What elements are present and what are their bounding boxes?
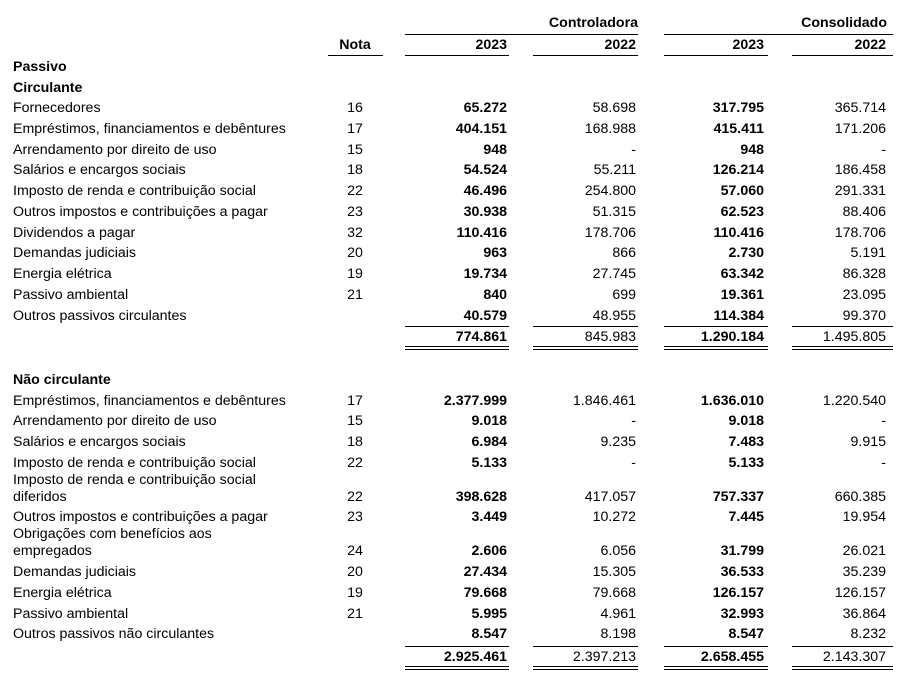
row-note: 19 bbox=[347, 266, 363, 282]
row-note: 19 bbox=[347, 585, 363, 601]
row-value-consolidado-2023: 757.337 bbox=[712, 489, 764, 505]
header-year-rule-2 bbox=[533, 55, 638, 56]
row-value-controladora-2022: 417.057 bbox=[584, 489, 636, 505]
row-label: Arrendamento por direito de uso bbox=[13, 142, 217, 158]
circulante-total-c4: 1.495.805 bbox=[822, 329, 886, 345]
nao-circulante-total-rule-2 bbox=[533, 646, 638, 647]
row-value-consolidado-2022: - bbox=[881, 142, 886, 158]
row-value-controladora-2022: 168.988 bbox=[584, 121, 636, 137]
row-value-consolidado-2022: 291.331 bbox=[834, 183, 886, 199]
row-value-consolidado-2022: 19.954 bbox=[842, 509, 886, 525]
row-note: 15 bbox=[347, 142, 363, 158]
row-value-controladora-2023: 54.524 bbox=[463, 162, 507, 178]
circulante-total-c3: 1.290.184 bbox=[700, 329, 764, 345]
row-value-consolidado-2022: 171.206 bbox=[834, 121, 886, 137]
row-value-controladora-2022: 8.198 bbox=[600, 626, 636, 642]
row-value-controladora-2023: 110.416 bbox=[456, 225, 507, 241]
nao-circulante-total-double-3 bbox=[664, 666, 768, 670]
row-value-controladora-2022: 866 bbox=[612, 245, 636, 261]
row-note: 18 bbox=[347, 162, 363, 178]
section-nao-circulante: Não circulante bbox=[13, 372, 111, 388]
row-label: Fornecedores bbox=[13, 100, 101, 116]
row-value-controladora-2022: 6.056 bbox=[600, 543, 636, 559]
row-value-controladora-2023: 840 bbox=[483, 287, 507, 303]
circulante-total-double-2 bbox=[533, 346, 638, 350]
row-value-controladora-2023: 2.377.999 bbox=[443, 393, 507, 409]
row-value-controladora-2022: 48.955 bbox=[592, 308, 636, 324]
header-controladora-rule bbox=[405, 34, 638, 35]
row-value-controladora-2023: 46.496 bbox=[463, 183, 507, 199]
row-value-controladora-2022: 79.668 bbox=[592, 585, 636, 601]
row-value-controladora-2023: 65.272 bbox=[463, 100, 507, 116]
row-value-controladora-2022: 254.800 bbox=[584, 183, 636, 199]
row-value-consolidado-2022: 23.095 bbox=[842, 287, 886, 303]
circulante-total-c1: 774.861 bbox=[455, 329, 507, 345]
row-value-consolidado-2023: 57.060 bbox=[720, 183, 764, 199]
row-value-controladora-2022: - bbox=[631, 142, 636, 158]
row-note: 32 bbox=[347, 225, 363, 241]
header-year-consolidado-2023: 2023 bbox=[732, 37, 764, 53]
row-label: Salários e encargos sociais bbox=[13, 434, 186, 450]
row-value-controladora-2023: 2.606 bbox=[471, 543, 507, 559]
row-label: Outros passivos circulantes bbox=[13, 308, 187, 324]
row-label: Dividendos a pagar bbox=[13, 225, 136, 241]
row-value-controladora-2023: 9.018 bbox=[471, 413, 507, 429]
row-value-consolidado-2023: 1.636.010 bbox=[700, 393, 764, 409]
header-consolidado-rule bbox=[664, 34, 893, 35]
row-value-consolidado-2023: 415.411 bbox=[713, 121, 764, 137]
row-value-consolidado-2022: 9.915 bbox=[850, 434, 886, 450]
row-note: 20 bbox=[347, 564, 363, 580]
row-value-controladora-2023: 398.628 bbox=[455, 489, 507, 505]
row-value-controladora-2022: 1.846.461 bbox=[572, 393, 636, 409]
row-label: Empréstimos, financiamentos e debêntures bbox=[13, 121, 286, 137]
row-value-consolidado-2023: 7.445 bbox=[728, 509, 764, 525]
header-year-rule-4 bbox=[792, 55, 893, 56]
row-value-controladora-2022: 15.305 bbox=[592, 564, 636, 580]
row-value-consolidado-2023: 126.214 bbox=[712, 162, 764, 178]
row-value-consolidado-2022: 178.706 bbox=[834, 225, 886, 241]
circulante-total-rule-4 bbox=[792, 326, 893, 327]
row-value-controladora-2023: 27.434 bbox=[463, 564, 507, 580]
row-note: 22 bbox=[347, 455, 363, 471]
row-label: Arrendamento por direito de uso bbox=[13, 413, 217, 429]
row-value-controladora-2023: 8.547 bbox=[471, 626, 507, 642]
row-value-consolidado-2022: 88.406 bbox=[842, 204, 886, 220]
row-label: Passivo ambiental bbox=[13, 606, 129, 622]
row-value-controladora-2023: 19.734 bbox=[463, 266, 507, 282]
header-year-consolidado-2022: 2022 bbox=[854, 37, 886, 53]
row-label: Empréstimos, financiamentos e debêntures bbox=[13, 393, 286, 409]
row-label-continued: empregados bbox=[13, 543, 92, 559]
circulante-total-double-3 bbox=[664, 346, 768, 350]
circulante-total-rule-2 bbox=[533, 326, 638, 327]
row-value-controladora-2023: 40.579 bbox=[463, 308, 507, 324]
row-value-consolidado-2022: 126.157 bbox=[834, 585, 886, 601]
row-note: 17 bbox=[347, 121, 363, 137]
row-note: 21 bbox=[347, 606, 363, 622]
row-value-controladora-2022: 51.315 bbox=[592, 204, 636, 220]
row-note: 22 bbox=[347, 489, 363, 505]
nao-circulante-total-rule-1 bbox=[405, 646, 509, 647]
row-value-controladora-2023: 948 bbox=[483, 142, 507, 158]
row-value-controladora-2022: 58.698 bbox=[592, 100, 636, 116]
row-value-controladora-2022: 27.745 bbox=[592, 266, 636, 282]
row-value-controladora-2023: 79.668 bbox=[463, 585, 507, 601]
circulante-total-rule-1 bbox=[405, 326, 509, 327]
row-value-consolidado-2023: 63.342 bbox=[720, 266, 764, 282]
nao-circulante-total-double-4 bbox=[792, 666, 893, 670]
circulante-total-rule-3 bbox=[664, 326, 768, 327]
row-label: Imposto de renda e contribuição social bbox=[13, 455, 256, 471]
row-value-controladora-2023: 5.995 bbox=[471, 606, 507, 622]
row-value-controladora-2023: 5.133 bbox=[471, 455, 507, 471]
row-value-controladora-2022: - bbox=[631, 413, 636, 429]
row-label: Salários e encargos sociais bbox=[13, 162, 186, 178]
row-note: 24 bbox=[347, 543, 363, 559]
row-value-consolidado-2022: 86.328 bbox=[842, 266, 886, 282]
row-value-consolidado-2023: 19.361 bbox=[720, 287, 764, 303]
header-controladora: Controladora bbox=[548, 15, 638, 31]
row-label-continued: diferidos bbox=[13, 489, 67, 505]
row-value-consolidado-2023: 31.799 bbox=[720, 543, 764, 559]
row-value-consolidado-2022: 35.239 bbox=[842, 564, 886, 580]
row-value-consolidado-2022: 186.458 bbox=[834, 162, 886, 178]
row-value-controladora-2022: 699 bbox=[612, 287, 636, 303]
row-value-controladora-2022: 55.211 bbox=[593, 162, 636, 178]
row-value-consolidado-2023: 7.483 bbox=[728, 434, 764, 450]
row-value-controladora-2023: 3.449 bbox=[471, 509, 507, 525]
row-value-consolidado-2022: - bbox=[881, 413, 886, 429]
row-value-consolidado-2022: 8.232 bbox=[850, 626, 886, 642]
row-label: Energia elétrica bbox=[13, 585, 112, 601]
row-value-consolidado-2022: 1.220.540 bbox=[822, 393, 886, 409]
nao-circulante-total-c2: 2.397.213 bbox=[572, 649, 636, 665]
row-value-controladora-2022: - bbox=[631, 455, 636, 471]
row-value-consolidado-2023: 5.133 bbox=[728, 455, 764, 471]
row-value-consolidado-2022: 99.370 bbox=[842, 308, 886, 324]
row-value-consolidado-2022: 36.864 bbox=[842, 606, 886, 622]
header-year-controladora-2023: 2023 bbox=[475, 37, 507, 53]
section-passivo: Passivo bbox=[13, 59, 67, 75]
circulante-total-c2: 845.983 bbox=[584, 329, 636, 345]
row-note: 20 bbox=[347, 245, 363, 261]
row-label: Demandas judiciais bbox=[13, 564, 137, 580]
nao-circulante-total-rule-4 bbox=[792, 646, 893, 647]
row-value-consolidado-2023: 948 bbox=[740, 142, 764, 158]
nao-circulante-total-double-2 bbox=[533, 666, 638, 670]
row-label: Outros passivos não circulantes bbox=[13, 626, 215, 642]
row-value-consolidado-2022: 26.021 bbox=[842, 543, 886, 559]
row-value-consolidado-2023: 110.416 bbox=[713, 225, 764, 241]
row-note: 23 bbox=[347, 204, 363, 220]
row-value-consolidado-2023: 32.993 bbox=[720, 606, 764, 622]
row-value-consolidado-2023: 8.547 bbox=[728, 626, 764, 642]
row-value-consolidado-2023: 62.523 bbox=[720, 204, 764, 220]
row-value-controladora-2023: 963 bbox=[483, 245, 507, 261]
row-value-consolidado-2023: 2.730 bbox=[728, 245, 764, 261]
row-value-consolidado-2023: 114.384 bbox=[713, 308, 764, 324]
row-value-consolidado-2023: 126.157 bbox=[712, 585, 764, 601]
row-value-consolidado-2022: 660.385 bbox=[834, 489, 886, 505]
row-label: Imposto de renda e contribuição social bbox=[13, 183, 256, 199]
circulante-total-double-1 bbox=[405, 346, 509, 350]
row-note: 18 bbox=[347, 434, 363, 450]
row-label: Energia elétrica bbox=[13, 266, 112, 282]
row-value-controladora-2023: 30.938 bbox=[463, 204, 507, 220]
row-value-controladora-2022: 178.706 bbox=[584, 225, 636, 241]
header-nota: Nota bbox=[339, 37, 371, 53]
row-value-consolidado-2023: 317.795 bbox=[712, 100, 764, 116]
row-value-controladora-2022: 4.961 bbox=[600, 606, 636, 622]
header-year-rule-3 bbox=[664, 55, 768, 56]
header-nota-rule bbox=[328, 55, 383, 56]
row-note: 16 bbox=[347, 100, 363, 116]
row-label: Outros impostos e contribuições a pagar bbox=[13, 509, 268, 525]
row-value-consolidado-2023: 36.533 bbox=[720, 564, 764, 580]
row-note: 17 bbox=[347, 393, 363, 409]
nao-circulante-total-rule-3 bbox=[664, 646, 768, 647]
circulante-total-double-4 bbox=[792, 346, 893, 350]
row-value-consolidado-2022: 365.714 bbox=[834, 100, 886, 116]
row-value-controladora-2022: 9.235 bbox=[600, 434, 636, 450]
row-value-consolidado-2023: 9.018 bbox=[728, 413, 764, 429]
nao-circulante-total-c1: 2.925.461 bbox=[443, 649, 507, 665]
row-label: Outros impostos e contribuições a pagar bbox=[13, 204, 268, 220]
row-note: 15 bbox=[347, 413, 363, 429]
header-consolidado: Consolidado bbox=[801, 15, 887, 31]
row-note: 21 bbox=[347, 287, 363, 303]
nao-circulante-total-c4: 2.143.307 bbox=[822, 649, 886, 665]
row-value-controladora-2022: 10.272 bbox=[592, 509, 636, 525]
row-value-controladora-2023: 6.984 bbox=[471, 434, 507, 450]
row-value-controladora-2023: 404.151 bbox=[455, 121, 507, 137]
row-value-consolidado-2022: 5.191 bbox=[850, 245, 886, 261]
nao-circulante-total-c3: 2.658.455 bbox=[700, 649, 764, 665]
row-label: Passivo ambiental bbox=[13, 287, 129, 303]
row-note: 22 bbox=[347, 183, 363, 199]
row-label: Imposto de renda e contribuição social bbox=[13, 472, 256, 488]
row-value-consolidado-2022: - bbox=[881, 455, 886, 471]
nao-circulante-total-double-1 bbox=[405, 666, 509, 670]
header-year-rule-1 bbox=[405, 55, 509, 56]
row-note: 23 bbox=[347, 509, 363, 525]
row-label: Obrigações com benefícios aos bbox=[13, 526, 212, 542]
section-circulante: Circulante bbox=[13, 80, 83, 96]
row-label: Demandas judiciais bbox=[13, 245, 137, 261]
header-year-controladora-2022: 2022 bbox=[604, 37, 636, 53]
